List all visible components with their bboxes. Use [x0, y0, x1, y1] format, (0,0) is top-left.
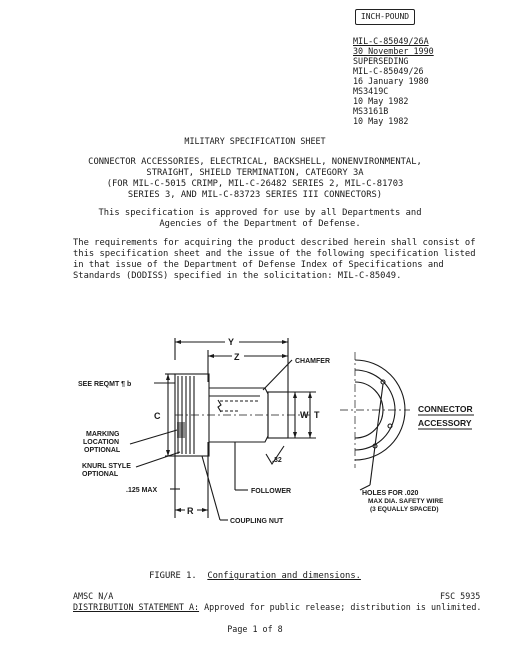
- distribution-label: DISTRIBUTION STATEMENT A:: [73, 602, 200, 612]
- requirements-line: this specification sheet and the issue of the following specification listed: [73, 249, 476, 259]
- page-title: MILITARY SPECIFICATION SHEET: [184, 136, 326, 146]
- figure-drawing: [70, 330, 490, 555]
- accessory-label: ACCESSORY: [418, 418, 472, 428]
- finish-label: .32: [272, 457, 282, 464]
- follower-label: FOLLOWER: [251, 488, 292, 495]
- max-label: .125 MAX: [126, 487, 158, 494]
- distribution-statement: [73, 602, 481, 612]
- dim-w-label: W: [300, 410, 309, 420]
- figure-caption: [40, 571, 470, 582]
- fsc-code: FSC 5935: [440, 591, 481, 601]
- marking-label-1: MARKING: [86, 431, 120, 438]
- subtitle-line: (FOR MIL-C-5015 CRIMP, MIL-C-26482 SERIES 2, MIL-C-81703: [106, 179, 404, 189]
- superseded-date-3: 10 May 1982: [353, 116, 409, 126]
- requirements-paragraph: [73, 238, 493, 282]
- approval-line: Agencies of the Department of Defense.: [159, 219, 361, 229]
- superseded-doc-1: MIL-C-85049/26: [353, 66, 424, 76]
- requirements-line: The requirements for acquiring the product described herein shall consist of: [73, 238, 476, 248]
- knurl-label-2: OPTIONAL: [82, 471, 119, 478]
- inch-pound-box: INCH-POUND: [355, 9, 415, 25]
- superseding-label: SUPERSEDING: [353, 56, 409, 66]
- requirements-line: in that issue of the Department of Defense Index of Specifications and: [73, 260, 444, 270]
- requirements-line: Standards (DODISS) specified in the solicitation: MIL-C-85049.: [73, 271, 402, 281]
- figure-title: Configuration and dimensions.: [207, 571, 361, 581]
- dim-z-label: Z: [234, 352, 240, 362]
- figure-number: FIGURE 1.: [149, 571, 197, 581]
- subtitle-line: CONNECTOR ACCESSORIES, ELECTRICAL, BACKSHELL, NONENVIRONMENTAL,: [88, 157, 422, 167]
- holes-label-2: MAX DIA. SAFETY WIRE: [368, 498, 444, 505]
- superseded-date-1: 16 January 1980: [353, 76, 429, 86]
- approval-statement: [60, 208, 460, 230]
- dim-r-label: R: [187, 506, 194, 516]
- superseded-doc-3: MS3161B: [353, 106, 389, 116]
- coupling-nut-label: COUPLING NUT: [230, 518, 284, 525]
- chamfer-label: CHAMFER: [295, 358, 330, 365]
- page-number: Page 1 of 8: [227, 624, 283, 634]
- subtitle-line: STRAIGHT, SHIELD TERMINATION, CATEGORY 3A: [146, 168, 364, 178]
- marking-label-2: LOCATION: [83, 439, 120, 446]
- document-identifier: [353, 36, 503, 126]
- approval-line: This specification is approved for use by all Departments and: [98, 208, 422, 218]
- specification-subtitle: [40, 157, 470, 201]
- knurl-label-1: KNURL STYLE: [82, 463, 131, 470]
- doc-number: MIL-C-85049/26A: [353, 36, 429, 46]
- holes-label-3: (3 EQUALLY SPACED): [370, 506, 439, 513]
- marking-label-3: OPTIONAL: [84, 447, 121, 454]
- superseded-doc-2: MS3419C: [353, 86, 389, 96]
- dim-c-label: C: [154, 411, 161, 421]
- connector-label: CONNECTOR: [418, 404, 473, 414]
- doc-date: 30 November 1990: [353, 46, 434, 56]
- see-reqmt-label: SEE REQMT ¶ b: [78, 381, 132, 388]
- subtitle-line: SERIES 3, AND MIL-C-83723 SERIES III CONNECTORS): [127, 190, 383, 200]
- distribution-text: Approved for public release; distribution is unlimited.: [199, 602, 482, 612]
- amsc-code: AMSC N/A: [73, 591, 114, 601]
- dim-t-label: T: [314, 410, 320, 420]
- holes-label-1: HOLES FOR .020: [362, 490, 419, 497]
- dim-y-label: Y: [228, 337, 235, 347]
- superseded-date-2: 10 May 1982: [353, 96, 409, 106]
